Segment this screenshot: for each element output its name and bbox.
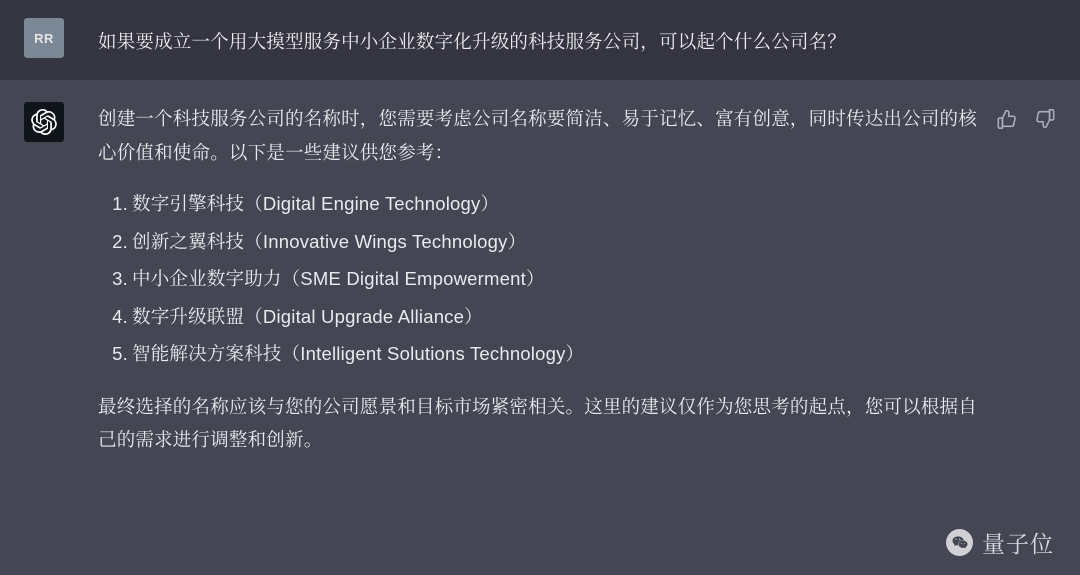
list-item: 中小企业数字助力（SME Digital Empowerment）: [132, 268, 545, 290]
user-message-text: 如果要成立一个用大摸型服务中小企业数字化升级的科技服务公司，可以起个什么公司名？: [98, 31, 847, 52]
list-item: 数字引擎科技（Digital Engine Technology）: [132, 193, 500, 215]
assistant-message-body: [98, 102, 1056, 457]
user-avatar-initials: RR: [34, 30, 54, 46]
company-name-suggestion-list: [98, 195, 1056, 364]
watermark: [946, 526, 1054, 559]
user-avatar: [24, 18, 64, 58]
thumbs-up-icon[interactable]: [996, 108, 1018, 130]
user-message-body: [98, 18, 1056, 57]
message-feedback-controls: [996, 108, 1056, 130]
assistant-outro-paragraph: 最终选择的名称应该与您的公司愿景和目标市场紧密相关。这里的建议仅作为您思考的起点，您可以根据自己的需求进行调整和创新。: [98, 395, 977, 451]
list-item: 数字升级联盟（Digital Upgrade Alliance）: [132, 305, 483, 327]
user-message: [0, 0, 1080, 80]
wechat-icon: [946, 529, 973, 556]
assistant-intro-paragraph: 创建一个科技服务公司的名称时，您需要考虑公司名称要简洁、易于记忆、富有创意，同时传达出公司的核心价值和使命。以下是一些建议供您参考：: [98, 108, 977, 163]
list-item: 创新之翼科技（Innovative Wings Technology）: [132, 230, 527, 252]
thumbs-down-icon[interactable]: [1034, 108, 1056, 130]
openai-logo-icon: [24, 102, 64, 142]
list-item: 智能解决方案科技（Intelligent Solutions Technology）: [132, 343, 585, 365]
watermark-text: 量子位: [982, 532, 1054, 558]
assistant-message: [0, 80, 1080, 575]
